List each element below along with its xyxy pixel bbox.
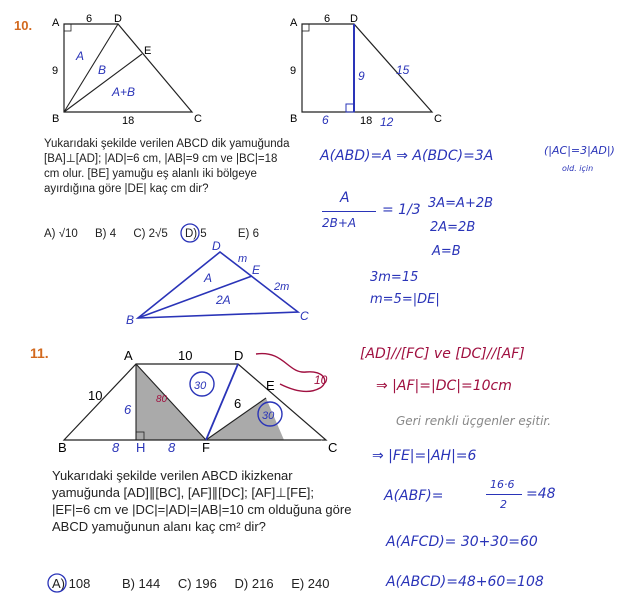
q11-angle-80: 80 xyxy=(156,394,168,405)
fig1-label-a: A xyxy=(52,17,60,29)
q11-note-2: ⇒ |AF|=|DC|=10cm xyxy=(376,378,512,394)
q10-frac-num: A xyxy=(340,190,350,206)
question-10-text: Yukarıdaki şekilde verilen ABCD dik yamuğunda [BA]⊥[AD]; |AD|=6 cm, |AB|=9 cm ve |BC|=18 cm olur. [BE] yamuğu eş alanlı iki bölgeye ayırdığına göre |DE| kaç cm dir? xyxy=(44,138,290,195)
q10-option-c[interactable]: C) 2√5 xyxy=(133,228,168,240)
fig2-slant: 15 xyxy=(396,63,410,77)
q11-area-30a: 30 xyxy=(194,380,207,392)
q10-note-1c: old. için xyxy=(562,164,594,173)
q10-note-1: A(ABD)=A ⇒ A(BDC)=3A xyxy=(320,148,494,164)
q10-frac-eq: = 1/3 xyxy=(382,202,421,218)
q11-label-f: F xyxy=(202,440,210,454)
fig2-label-a: A xyxy=(290,17,298,29)
q11-len-ah: 6 xyxy=(124,402,132,417)
fig3-label-e: E xyxy=(252,263,261,277)
q10-figure-2 xyxy=(282,12,452,127)
q10-option-d-label: D) 5 xyxy=(184,228,207,240)
question-10-options xyxy=(44,228,273,240)
q11-note-1: [AD]//[FC] ve [DC]//[AF] xyxy=(360,346,525,362)
q11-len-ef: 6 xyxy=(234,396,242,411)
q10-option-d[interactable] xyxy=(185,228,221,240)
fig1-label-b: B xyxy=(52,113,60,125)
fig2-height: 9 xyxy=(358,69,365,83)
question-11-number: 11. xyxy=(30,345,49,361)
fig3-label-b: B xyxy=(126,313,135,327)
q11-note-7: A(ABCD)=48+60=108 xyxy=(386,574,544,590)
q10-figure-1 xyxy=(40,12,210,127)
q10-note-1b: (|AC|=3|AD|) xyxy=(544,144,615,157)
q10-note-5: 3m=15 xyxy=(370,270,419,285)
fig1-len-top: 6 xyxy=(86,13,93,25)
q11-note-5-line xyxy=(486,494,522,495)
q10-note-4: A=B xyxy=(432,244,461,259)
fig3-area-2a: 2A xyxy=(216,293,231,307)
q11-len-dc: 10 xyxy=(314,373,328,387)
question-11-text: Yukarıdaki şekilde verilen ABCD ikizkenar yamuğunda [AD]∥[BC], [AF]∥[DC]; [AF]⊥[FE]; |EF|=6 cm ve |DC|=|AD|=|AB|=10 cm olduğuna göre ABCD yamuğunun alanı kaç cm² dir? xyxy=(52,468,352,534)
q11-option-c[interactable]: C) 196 xyxy=(177,576,217,591)
q11-note-3: Geri renkli üçgenler eşitir. xyxy=(396,414,552,428)
q11-option-e[interactable]: E) 240 xyxy=(291,576,330,591)
fig1-label-e: E xyxy=(144,45,152,57)
fig2-label-c: C xyxy=(434,113,442,125)
q11-len-hf: 8 xyxy=(168,440,176,454)
q11-note-6: A(AFCD)= 30+30=60 xyxy=(386,534,538,550)
q11-option-d[interactable]: D) 216 xyxy=(234,576,274,591)
fig2-bottom-right: 12 xyxy=(380,115,394,127)
fig2-label-b: B xyxy=(290,113,298,125)
fig3-label-d: D xyxy=(212,240,221,253)
q10-note-6: m=5=|DE| xyxy=(370,292,440,307)
q11-len-left: 10 xyxy=(88,388,103,403)
question-11-options xyxy=(52,576,344,591)
q11-option-a-label: A) 108 xyxy=(52,576,91,591)
q11-note-4: ⇒ |FE|=|AH|=6 xyxy=(372,448,477,464)
fig2-bottom-left: 6 xyxy=(322,113,329,127)
q11-area-30b: 30 xyxy=(262,410,275,422)
q10-option-b[interactable]: B) 4 xyxy=(95,228,117,240)
q11-label-h: H xyxy=(136,440,146,454)
q11-option-a[interactable] xyxy=(52,576,104,591)
fig1-label-d: D xyxy=(114,13,122,25)
fig2-len-left: 9 xyxy=(290,65,297,77)
q11-label-c: C xyxy=(328,440,338,454)
fig2-label-d: D xyxy=(350,13,358,25)
fig3-m: m xyxy=(238,253,248,265)
q11-option-b[interactable]: B) 144 xyxy=(121,576,161,591)
q11-label-a: A xyxy=(124,348,133,363)
q11-len-bh: 8 xyxy=(112,440,120,454)
fig1-region-a: A xyxy=(76,49,85,63)
q11-label-d: D xyxy=(234,348,244,363)
q10-note-3: 2A=2B xyxy=(430,220,476,235)
fig2-len-top: 6 xyxy=(324,13,331,25)
fig1-len-bottom: 18 xyxy=(122,115,135,127)
fig3-2m: 2m xyxy=(274,281,290,293)
fig1-label-c: C xyxy=(194,113,202,125)
q10-figure-3 xyxy=(120,240,330,330)
question-10-number: 10. xyxy=(14,18,33,33)
q11-label-b: B xyxy=(58,440,67,454)
q10-option-a[interactable]: A) √10 xyxy=(44,228,78,240)
fig1-len-left: 9 xyxy=(52,65,59,77)
fig3-area-a: A xyxy=(204,271,213,285)
q11-note-5: A(ABF)= xyxy=(384,488,444,504)
q10-frac-line xyxy=(322,211,376,212)
q11-len-top: 10 xyxy=(178,348,193,363)
q11-option-a-circle xyxy=(47,572,69,594)
q11-note-5-den: 2 xyxy=(500,498,507,511)
q11-note-5-res: =48 xyxy=(526,486,556,502)
q10-frac-den: 2B+A xyxy=(322,216,357,230)
q10-option-e[interactable]: E) 6 xyxy=(237,228,259,240)
fig2-len-bottom: 18 xyxy=(360,115,373,127)
q11-figure xyxy=(44,344,344,454)
fig3-label-c: C xyxy=(300,309,309,323)
fig1-region-ab: A+B xyxy=(112,85,136,99)
q10-note-2: 3A=A+2B xyxy=(428,196,494,211)
q11-note-5-num: 16·6 xyxy=(490,478,515,491)
q11-label-e: E xyxy=(266,378,275,393)
fig1-region-b: B xyxy=(98,63,107,77)
